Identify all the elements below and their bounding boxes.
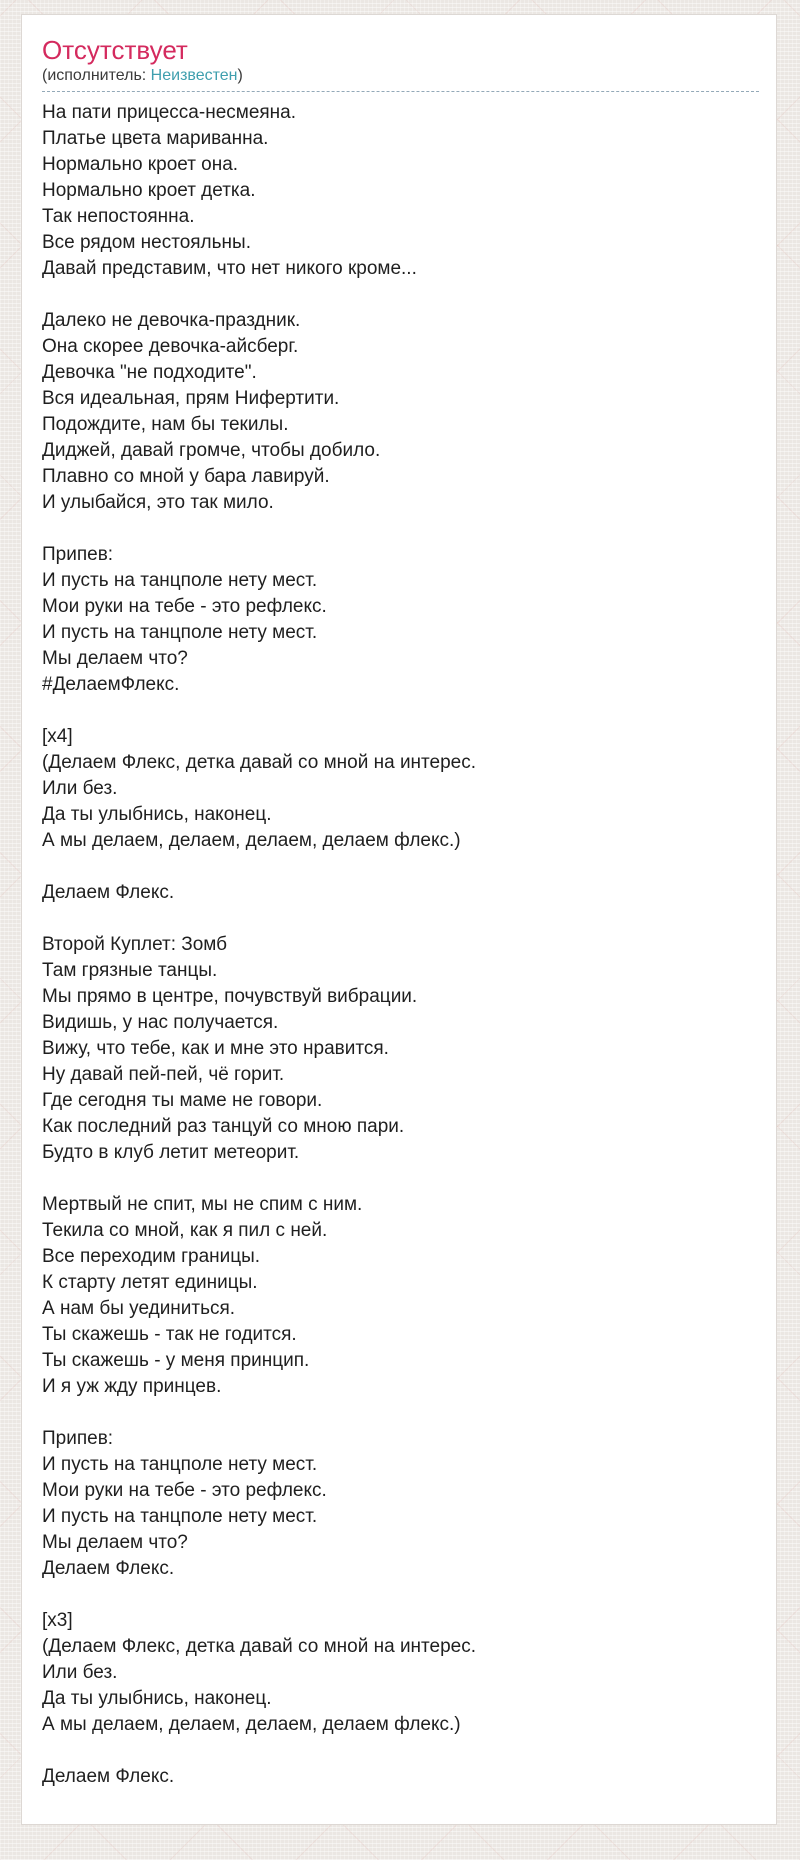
lyrics-stanza: Делаем Флекс.	[42, 882, 175, 903]
artist-link[interactable]: Неизвестен	[150, 67, 238, 84]
lyrics-stanza: Припев: И пусть на танцполе нету мест. Мои руки на тебе - это рефлекс. И пусть на танцполе нету мест. Мы делаем что? Делаем Флекс.	[42, 1428, 327, 1579]
lyrics-stanza: [x4] (Делаем Флекс, детка давай со мной на интерес. Или без. Да ты улыбнись, наконец. А мы делаем, делаем, делаем, делаем флекс.)	[42, 726, 477, 851]
artist-line	[42, 66, 759, 86]
lyrics-stanza: Делаем Флекс.	[42, 1766, 175, 1787]
page-title: Отсутствует	[42, 35, 188, 65]
lyrics-stanza: Мертвый не спит, мы не спим с ним. Текила со мной, как я пил с ней. Все переходим границы. К старту летят единицы. А нам бы уединиться. Ты скажешь - так не годится. Ты скажешь - у меня принцип. И я уж жду принцев.	[42, 1194, 363, 1397]
artist-label-suffix: )	[237, 67, 243, 84]
song-header	[42, 35, 759, 92]
lyrics-text	[42, 100, 759, 1790]
lyrics-stanza: Далеко не девочка-праздник. Она скорее девочка-айсберг. Девочка "не подходите". Вся идеальная, прям Нифертити. Подождите, нам бы текилы. Диджей, давай громче, чтобы добило. Плавно со мной у бара лавируй. И улыбайся, это так мило.	[42, 310, 381, 513]
artist-label-prefix: (исполнитель:	[42, 67, 151, 84]
page-background	[0, 14, 800, 1860]
lyrics-card	[21, 14, 777, 1825]
lyrics-stanza: На пати прицесса-несмеяна. Платье цвета мариванна. Нормально кроет она. Нормально кроет детка. Так непостоянна. Все рядом нестояльны. Давай представим, что нет никого кроме...	[42, 102, 417, 279]
lyrics-stanza: Второй Куплет: Зомб Там грязные танцы. Мы прямо в центре, почувствуй вибрации. Видишь, у нас получается. Вижу, что тебе, как и мне это нравится. Ну давай пей-пей, чё горит. Где сегодня ты маме не говори. Как последний раз танцуй со мною пари. Будто в клуб летит метеорит.	[42, 934, 418, 1163]
lyrics-stanza: Припев: И пусть на танцполе нету мест. Мои руки на тебе - это рефлекс. И пусть на танцполе нету мест. Мы делаем что? #ДелаемФлекс.	[42, 544, 327, 695]
lyrics-stanza: [x3] (Делаем Флекс, детка давай со мной на интерес. Или без. Да ты улыбнись, наконец. А мы делаем, делаем, делаем, делаем флекс.)	[42, 1610, 477, 1735]
